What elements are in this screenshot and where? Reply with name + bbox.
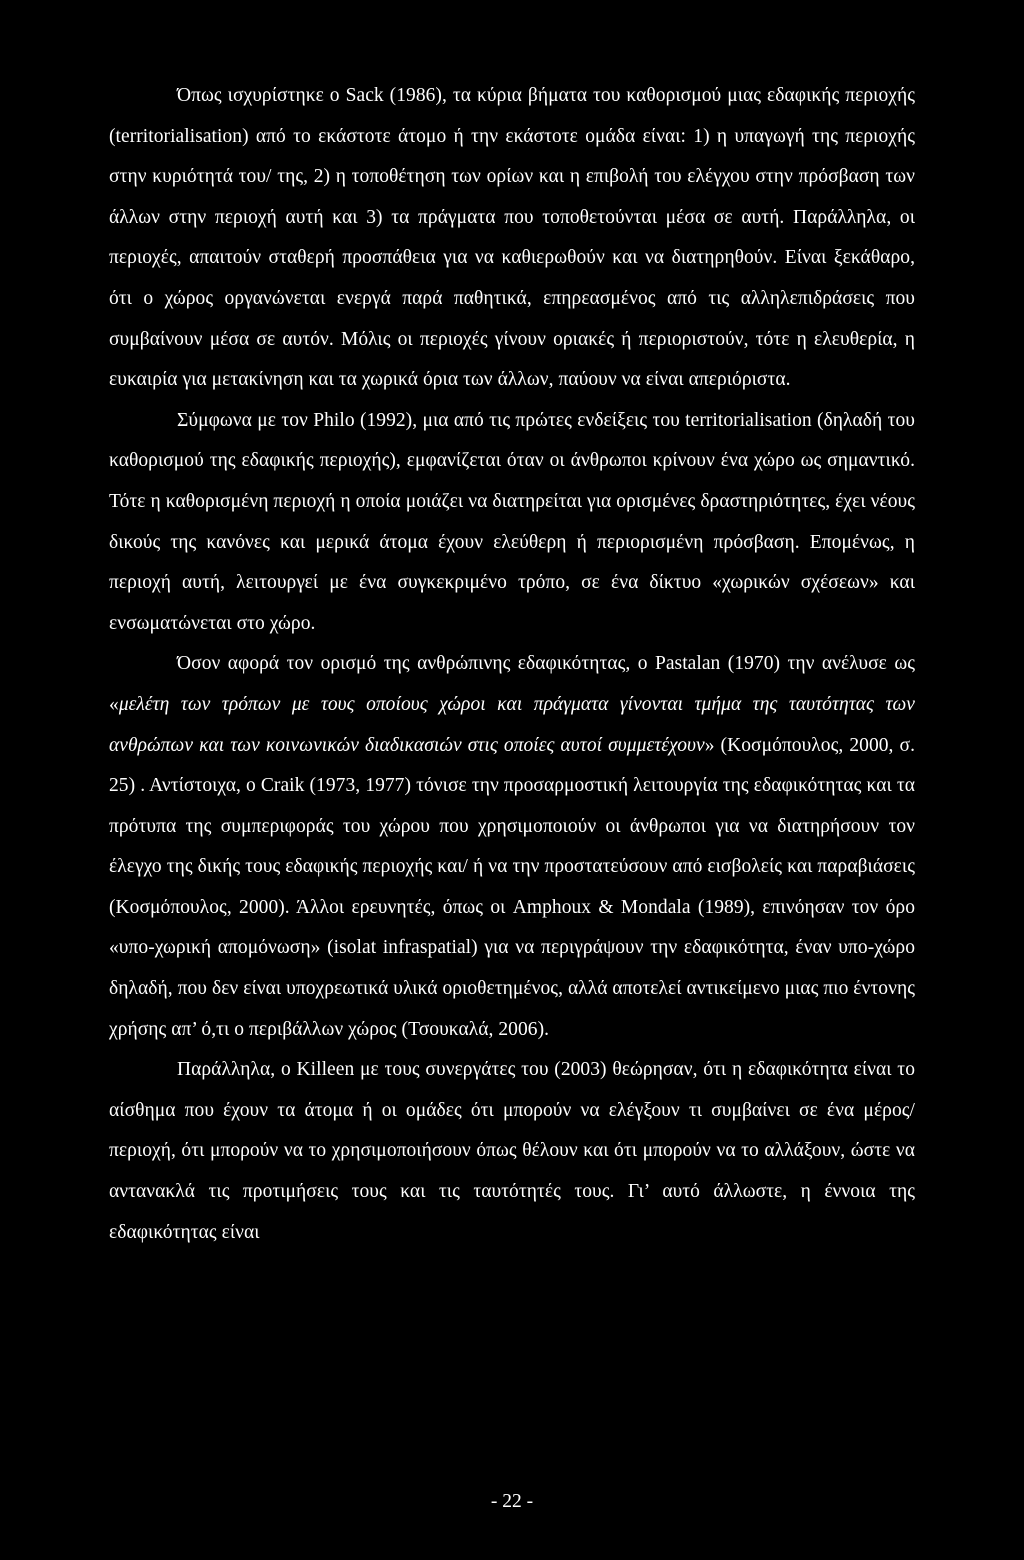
paragraph-philo: Σύμφωνα με τον Philo (1992), μια από τις πρώτες ενδείξεις του territorialisation (δηλαδή του καθορισμού της εδαφικής περιοχής), εμφανίζεται όταν οι άνθρωποι κρίνουν ένα χώρο ως σημαντικό. Τότε η καθορισμένη περιοχή η οποία μοιάζει να διατηρείται για ορισμένες δραστηριότητες, έχει νέους δικούς της κανόνες και μερικά άτομα έχουν ελεύθερη ή περιορισμένη πρόσβαση. Επομένως, η περιοχή αυτή, λειτουργεί με ένα συγκεκριμένο τρόπο, σε ένα δίκτυο «χωρικών σχέσεων» και ενσωματώνεται στο χώρο. (109, 409, 915, 634)
page-number: - 22 - (490, 1491, 534, 1512)
paragraph-pastalan-lead: Όσον αφορά τον ορισμό της ανθρώπινης εδαφικότητας, ο Pastalan (1970) την ανέλυσε ως « (109, 653, 915, 715)
pastalan-quote: μελέτη των τρόπων με τους οποίους χώροι και πράγματα γίνονται τμήμα της ταυτότητας των ανθρώπων και των κοινωνικών διαδικασιών στις οποίες αυτοί συμμετέχουν (109, 693, 915, 756)
paragraph-killeen: Παράλληλα, ο Killeen με τους συνεργάτες του (2003) θεώρησαν, ότι η εδαφικότητα είναι το αίσθημα που έχουν τα άτομα ή οι ομάδες ότι μπορούν να ελέγξουν τι συμβαίνει σε ένα μέρος/ περιοχή, ότι μπορούν να το χρησιμοποιήσουν όπως θέλουν και ότι μπορούν να το αλλάξουν, ώστε να αντανακλά τις προτιμήσεις τους και τις ταυτότητές τους. Γι’ αυτό άλλωστε, η έννοια της εδαφικότητας είναι (109, 1059, 915, 1243)
paragraph-sack: Όπως ισχυρίστηκε ο Sack (1986), τα κύρια βήματα του καθορισμού μιας εδαφικής περιοχής (territorialisation) από το εκάστοτε άτομο ή την εκάστοτε ομάδα είναι: 1) η υπαγωγή της περιοχής στην κυριότητά του/ της, 2) η τοποθέτηση των ορίων και η επιβολή του ελέγχου στην πρόσβαση των άλλων στην περιοχή αυτή και 3) τα πράγματα που τοποθετούνται μέσα σε αυτή. Παράλληλα, οι περιοχές, απαιτούν σταθερή προσπάθεια για να καθιερωθούν και να διατηρηθούν. Είναι ξεκάθαρο, ότι ο χώρος οργανώνεται ενεργά παρά παθητικά, επηρεασμένος από τις αλληλεπιδράσεις που συμβαίνουν μέσα σε αυτόν. Μόλις οι περιοχές γίνουν οριακές ή περιοριστούν, τότε η ελευθερία, η ευκαιρία για μετακίνηση και τα χωρικά όρια των άλλων, παύουν να είναι απεριόριστα. (109, 85, 915, 391)
paragraph-pastalan-rest: » (Κοσμόπουλος, 2000, σ. 25) . Αντίστοιχα, ο Craik (1973, 1977) τόνισε την προσαρμοστική λειτουργία της εδαφικότητας και τα πρότυπα της συμπεριφοράς του χώρου που χρησιμοποιούν οι άνθρωποι για να διατηρήσουν τον έλεγχο της δικής τους εδαφικής περιοχής και/ ή να την προστατεύσουν από εισβολείς και παραβιάσεις (Κοσμόπουλος, 2000). Άλλοι ερευνητές, όπως οι Amphoux & Mondala (1989), επινόησαν τον όρο «υπο-χωρική απομόνωση» (isolat infraspatial) για να περιγράψουν την εδαφικότητα, έναν υπο-χώρο δηλαδή, που δεν είναι υποχρεωτικά υλικά οριοθετημένος, αλλά αποτελεί αντικείμενο μιας πιο έντονης χρήσης απ’ ό,τι ο περιβάλλων χώρος (Τσουκαλά, 2006). (109, 734, 915, 1040)
paragraph-pastalan (109, 644, 915, 1050)
body-text (109, 76, 915, 1253)
